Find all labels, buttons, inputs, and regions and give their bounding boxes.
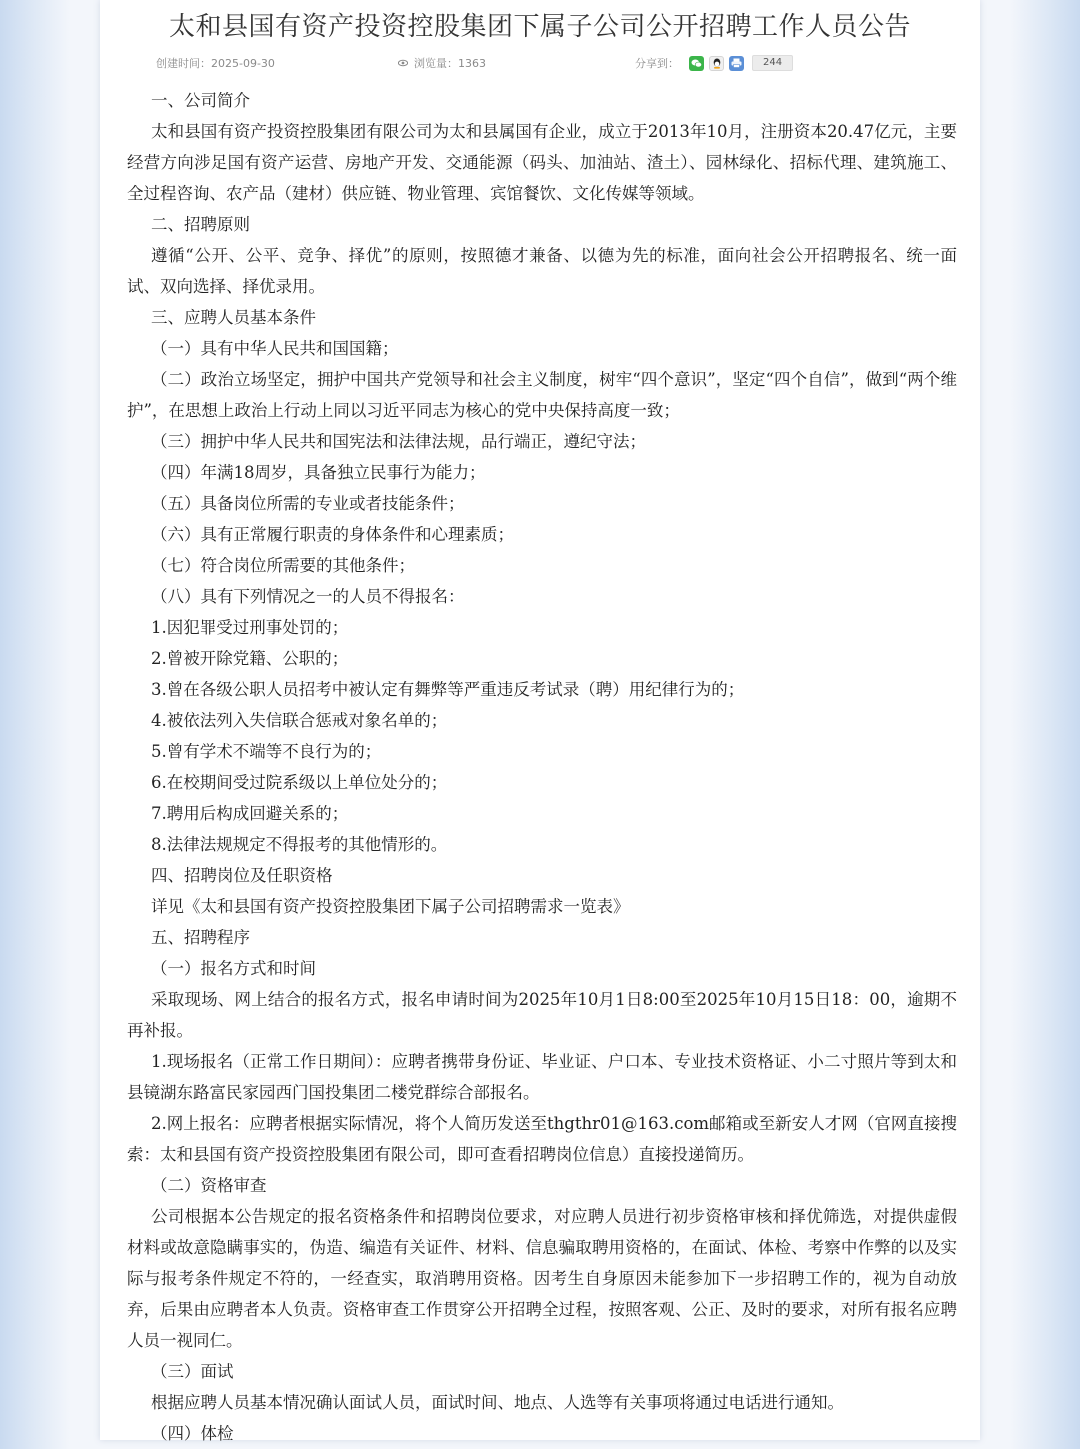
list-item: 7.聘用后构成回避关系的；: [151, 804, 349, 823]
list-item: 1.因犯罪受过刑事处罚的；: [151, 618, 349, 637]
share-count-badge: 244: [752, 55, 793, 71]
subsection-heading: （二）资格审查: [151, 1176, 267, 1195]
body-paragraph: 太和县国有资产投资控股集团有限公司为太和县属国有企业，成立于2013年10月，注册资本20.47亿元，主要经营方向涉足国有资产运营、房地产开发、交通能源（码头、加油站、渣土）、园林绿化、招标代理、建筑施工、全过程咨询、农产品（建材）供应链、物业管理、宾馆餐饮、文化传媒等领域。: [127, 122, 957, 203]
list-item: （八）具有下列情况之一的人员不得报名：: [151, 587, 465, 606]
views-label: 浏览量：: [414, 57, 458, 70]
list-item: （四）年满18周岁，具备独立民事行为能力；: [151, 463, 486, 482]
views-meta: [398, 55, 486, 71]
body-paragraph: 根据应聘人员基本情况确认面试人员，面试时间、地点、人选等有关事项将通过电话进行通知。: [151, 1393, 844, 1412]
article-page: [100, 0, 980, 1443]
article-title: 太和县国有资产投资控股集团下属子公司公开招聘工作人员公告: [168, 12, 911, 42]
share-meta: [635, 55, 793, 71]
subsection-heading: （一）报名方式和时间: [151, 959, 316, 978]
section-heading: 五、招聘程序: [151, 928, 250, 947]
list-item: （五）具备岗位所需的专业或者技能条件；: [151, 494, 465, 513]
list-item: 6.在校期间受过院系级以上单位处分的；: [151, 773, 448, 792]
list-item: （二）政治立场坚定，拥护中国共产党领导和社会主义制度，树牢“四个意识”，坚定“四个自信”，做到“两个维护”，在思想上政治上行动上同以习近平同志为核心的党中央保持高度一致；: [127, 370, 957, 420]
section-heading: 一、公司简介: [151, 91, 250, 110]
list-item: （七）符合岗位所需要的其他条件；: [151, 556, 415, 575]
share-label: 分享到：: [635, 57, 679, 70]
list-item: 4.被依法列入失信联合惩戒对象名单的；: [151, 711, 448, 730]
list-item: （一）具有中华人民共和国国籍；: [151, 339, 399, 358]
section-heading: 三、应聘人员基本条件: [151, 308, 316, 327]
body-paragraph: 公司根据本公告规定的报名资格条件和招聘岗位要求，对应聘人员进行初步资格审核和择优筛选，对提供虚假材料或故意隐瞒事实的，伪造、编造有关证件、材料、信息骗取聘用资格的，在面试、体检、考察中作弊的以及实际与报考条件规定不符的，一经查实，取消聘用资格。因考生自身原因未能参加下一步招聘工作的，视为自动放弃，后果由应聘者本人负责。资格审查工作贯穿公开招聘全过程，按照客观、公正、及时的要求，对所有报名应聘人员一视同仁。: [127, 1207, 957, 1350]
subsection-heading: （四）体检: [151, 1424, 234, 1443]
body-paragraph: 遵循“公开、公平、竞争、择优”的原则，按照德才兼备、以德为先的标准，面向社会公开招聘报名、统一面试、双向选择、择优录用。: [127, 246, 957, 296]
subsection-heading: （三）面试: [151, 1362, 234, 1381]
created-meta: [156, 55, 275, 71]
section-heading: 四、招聘岗位及任职资格: [151, 866, 333, 885]
body-paragraph: 1.现场报名（正常工作日期间）：应聘者携带身份证、毕业证、户口本、专业技术资格证、小二寸照片等到太和县镜湖东路富民家园西门国投集团二楼党群综合部报名。: [127, 1052, 957, 1102]
section-heading: 二、招聘原则: [151, 215, 250, 234]
wechat-icon[interactable]: [689, 56, 704, 71]
list-item: （六）具有正常履行职责的身体条件和心理素质；: [151, 525, 514, 544]
body-paragraph: 详见《太和县国有资产投资控股集团下属子公司招聘需求一览表》: [151, 897, 630, 916]
eye-icon: [398, 58, 408, 68]
article-body: [127, 85, 957, 1449]
list-item: 3.曾在各级公职人员招考中被认定有舞弊等严重违反考试录（聘）用纪律行为的；: [151, 680, 745, 699]
qq-icon[interactable]: [709, 56, 724, 71]
created-label: 创建时间：: [156, 57, 211, 70]
list-item: 8.法律法规规定不得报考的其他情形的。: [151, 835, 448, 854]
list-item: 5.曾有学术不端等不良行为的；: [151, 742, 382, 761]
print-icon[interactable]: [729, 56, 744, 71]
body-paragraph: 2.网上报名：应聘者根据实际情况，将个人简历发送至thgthr01@163.com邮箱或至新安人才网（官网直接搜索：太和县国有资产投资控股集团有限公司，即可查看招聘岗位信息）直接投递简历。: [127, 1114, 957, 1164]
list-item: 2.曾被开除党籍、公职的；: [151, 649, 349, 668]
created-date: 2025-09-30: [211, 56, 275, 70]
list-item: （三）拥护中华人民共和国宪法和法律法规，品行端正，遵纪守法；: [151, 432, 646, 451]
views-count: 1363: [458, 56, 486, 70]
body-paragraph: 采取现场、网上结合的报名方式，报名申请时间为2025年10月1日8:00至2025年10月15日18：00，逾期不再补报。: [127, 990, 957, 1040]
